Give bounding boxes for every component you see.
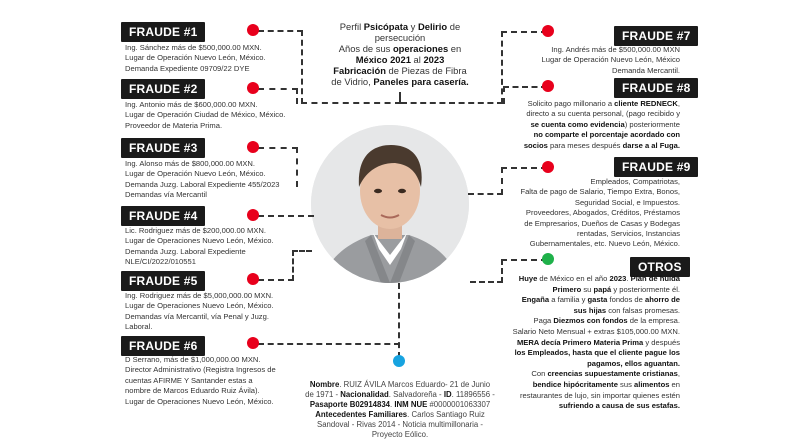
fraude-1-text (125, 43, 266, 74)
fraude-5-title: FRAUDE #5 (121, 271, 205, 291)
text-line: sufriendo a causa de sus estafas. (558, 401, 680, 411)
text-line: D Serrano, más de $1,000,000.00 MXN. (125, 355, 261, 364)
text-line: Lugar de Operaciones Nuevo León, México. (125, 236, 274, 246)
text-line: MERA decía Primero Materia Prima y después (516, 337, 680, 347)
text-line: no comparte el porcentaje acordado con (533, 130, 680, 140)
text-line: Director Administrativo (Registra Ingresos de (125, 365, 276, 375)
text-line: Años de sus operaciones en (338, 43, 462, 54)
text-line: bendice hipócritamente sus alimentos en (532, 379, 680, 389)
text-line: Demanda Juzg. Laboral Expediente 455/2023 (125, 179, 280, 189)
fraude-8-title: FRAUDE #8 (614, 78, 698, 98)
text-line: Demandas vía Mercantil, vía Penal y Juzg. (125, 311, 269, 321)
fraude-7-text (542, 45, 680, 76)
text-line: Perfil Psicópata y Delirio de (339, 21, 461, 32)
text-line: Nombre. RUIZ ÁVILA Marcos Eduardo- 21 de Junio (309, 380, 491, 389)
text-line: Gubernamentales, etc. Nuevo León, México. (529, 239, 680, 249)
fraude-9-dot (542, 161, 554, 173)
text-line: NLE/CI/2022/010551 (125, 257, 196, 267)
text-line: de Vidrio, Paneles para casería. (331, 76, 469, 87)
text-line: Empleados, Compatriotas, (590, 177, 680, 186)
fraude-8-text (524, 99, 680, 151)
text-line: Proveedores, Abogados, Créditos, Préstamos (525, 208, 680, 218)
fraude-3-title: FRAUDE #3 (121, 138, 205, 158)
fraude-1-title: FRAUDE #1 (121, 22, 205, 42)
fraude-5-text (125, 291, 274, 333)
text-line: socios para meses después darse a al Fuga. (523, 140, 680, 150)
text-line: restaurantes de lujo, sin importar quienes estén (520, 390, 680, 400)
text-line: pagamos, ellos aguantan. (587, 358, 680, 368)
fraude-9-text (520, 177, 680, 250)
text-line: directo a su cuenta personal, (pago recibido y (526, 109, 680, 119)
profile-header (326, 21, 474, 87)
text-line: Fabricación de Piezas de Fibra (333, 65, 467, 76)
fraude-8-dot (542, 80, 554, 92)
fraude-4-title: FRAUDE #4 (121, 206, 205, 226)
text-line: Demanda Juzg. Laboral Expediente (125, 246, 246, 256)
text-line: Ing. Sánchez más de $500,000.00 MXN. (125, 43, 262, 52)
text-line: Sandoval - Rivas 2014 - Noticia multimillonaria - (317, 420, 483, 429)
text-line: nombre de Marcos Eduardo Ruiz Ávila). (125, 386, 260, 396)
text-line: Lugar de Operación Nuevo León, México. (125, 169, 266, 179)
text-line: Huye de México en el año 2023. Plan de huida (518, 274, 680, 283)
text-line: Lic. Rodriguez más de $200,000.00 MXN. (125, 226, 266, 235)
text-line: Demandas vía Mercantil (125, 190, 207, 200)
text-line: Lugar de Operación Ciudad de México, México. (125, 110, 286, 120)
text-line: México 2021 al 2023 (355, 54, 445, 65)
text-line: Ing. Antonio más de $600,000.00 MXN. (125, 100, 258, 109)
fraude-9-title: FRAUDE #9 (614, 157, 698, 177)
text-line: Engaña a familia y gasta fondos de ahorro de (521, 295, 680, 305)
text-line: Lugar de Operación Nuevo León, México (541, 55, 680, 65)
otros-dot (542, 253, 554, 265)
fraude-6-title: FRAUDE #6 (121, 336, 205, 356)
fraude-3-dot (247, 141, 259, 153)
text-line: Proveedor de Materia Prima. (125, 120, 223, 130)
fraude-2-dot (247, 82, 259, 94)
text-line: Paga Diezmos con fondos de la empresa. (533, 316, 680, 326)
text-line: Lugar de Operaciones Nuevo León, México. (125, 301, 274, 311)
text-line: Demanda Expediente 09709/22 DYE (125, 63, 250, 73)
person-dot (393, 355, 405, 367)
text-line: Lugar de Operaciones Nuevo León, México. (125, 396, 274, 406)
text-line: Salario Neto Mensual + extras $105,000.00 MXN. (512, 326, 680, 336)
text-line: Demanda Mercantil. (612, 65, 680, 75)
person-info (305, 380, 495, 440)
fraude-4-dot (247, 209, 259, 221)
text-line: Seguridad Social, e Impuestos. (574, 197, 680, 207)
fraude-5-dot (247, 273, 259, 285)
text-line: Laboral. (125, 322, 153, 332)
text-line: Primero su papá y posteriormente él. (552, 284, 680, 294)
text-line: rentadas, Servicios, Instancias (577, 229, 680, 239)
text-line: Ing. Andrés más de $500,000.00 MXN (551, 45, 680, 54)
fraude-6-text (125, 355, 276, 407)
text-line: Pasaporte B02914834. INM NUE #0000001063307 (309, 400, 491, 409)
text-line: Falta de pago de Salario, Tiempo Extra, Bonos, (520, 187, 680, 197)
fraude-3-text (125, 159, 280, 201)
text-line: Lugar de Operación Nuevo León, México. (125, 53, 266, 63)
fraude-2-title: FRAUDE #2 (121, 79, 205, 99)
portrait-photo (311, 125, 469, 283)
portrait-illustration (311, 125, 469, 283)
text-line: cuentas AFIRME Y Santander estas a (125, 375, 253, 385)
text-line: Solicito pago millonario a cliente REDNECK, (527, 99, 680, 108)
text-line: de Empresarios, Dueños de Casas y Bodegas (524, 218, 680, 228)
otros-text (513, 274, 680, 412)
text-line: Proyecto Eólico. (371, 430, 429, 439)
fraude-2-text (125, 100, 285, 131)
fraude-4-text (125, 226, 274, 268)
text-line: Ing. Alonso más de $800,000.00 MXN. (125, 159, 256, 168)
text-line: Con creencias supuestamente cristianas, (531, 369, 680, 379)
text-line: Ing. Rodriguez más de $5,000,000.00 MXN. (125, 291, 274, 300)
fraude-1-dot (247, 24, 259, 36)
text-line: sus hijas con falsas promesas. (573, 305, 680, 315)
text-line: se cuenta como evidencia) posteriormente (530, 119, 680, 129)
fraude-6-dot (247, 337, 259, 349)
fraude-7-title: FRAUDE #7 (614, 26, 698, 46)
text-line: los Empleados, hasta que el cliente pague los (514, 348, 680, 358)
otros-title: OTROS (630, 257, 690, 277)
text-line: de 1971 - Nacionalidad. Salvadoreña - ID. 11896556 - (305, 390, 495, 399)
text-line: persecución (374, 32, 426, 43)
fraude-7-dot (542, 25, 554, 37)
text-line: Antecedentes Familiares. Carlos Santiago Ruiz (315, 410, 485, 419)
